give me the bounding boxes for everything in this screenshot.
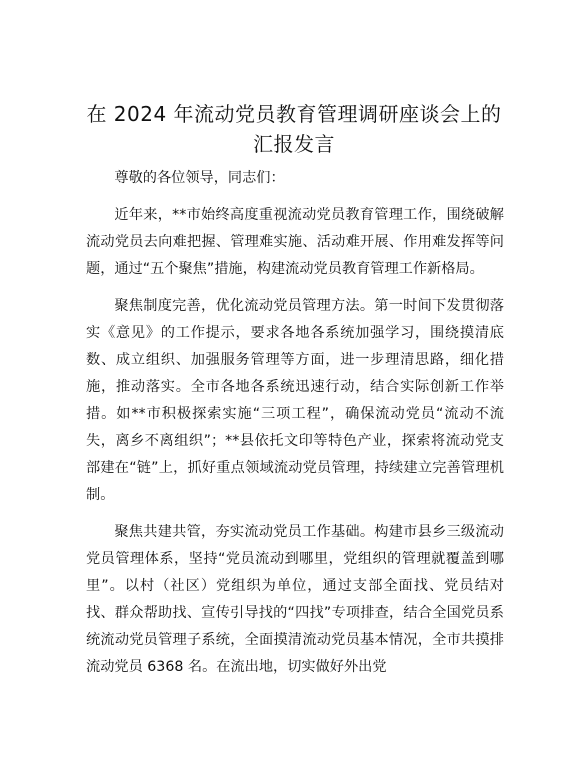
document-body (86, 165, 504, 681)
paragraph-1: 近年来，**市始终高度重视流动党员教育管理工作，围绕破解流动党员去向难把握、管理难实施、活动难开展、作用难发挥等问题，通过“五个聚焦”措施，构建流动党员教育管理工作新格局。 (86, 207, 504, 277)
document-title: 在 2024 年流动党员教育管理调研座谈会上的汇报发言 (86, 102, 502, 156)
greeting: 尊敬的各位领导，同志们： (114, 170, 285, 186)
paragraph-2: 聚焦制度完善，优化流动党员管理方法。第一时间下发贯彻落实《意见》的工作提示，要求各地各系统加强学习，围绕摸清底数、成立组织、加强服务管理等方面，进一步理清思路，细化措施，推动落实。全市各地各系统迅速行动，结合实际创新工作举措。如**市积极探索实施“三项工程”，确保流动党员“流动不流失，离乡不离组织”；**县依托文印等特色产业，探索将流动党支部建在“链”上，抓好重点领域流动党员管理，持续建立完善管理机制。 (86, 298, 504, 503)
paragraph-3: 聚焦共建共管，夯实流动党员工作基础。构建市县乡三级流动党员管理体系，坚持“党员流动到哪里，党组织的管理就覆盖到哪里”。以村（社区）党组织为单位，通过支部全面找、党员结对找、群众帮助找、宣传引导找的“四找”专项排查，结合全国党员系统流动党员管理子系统，全面摸清流动党员基本情况，全市共摸排流动党员 6368 名。在流出地，切实做好外出党 (86, 524, 504, 675)
